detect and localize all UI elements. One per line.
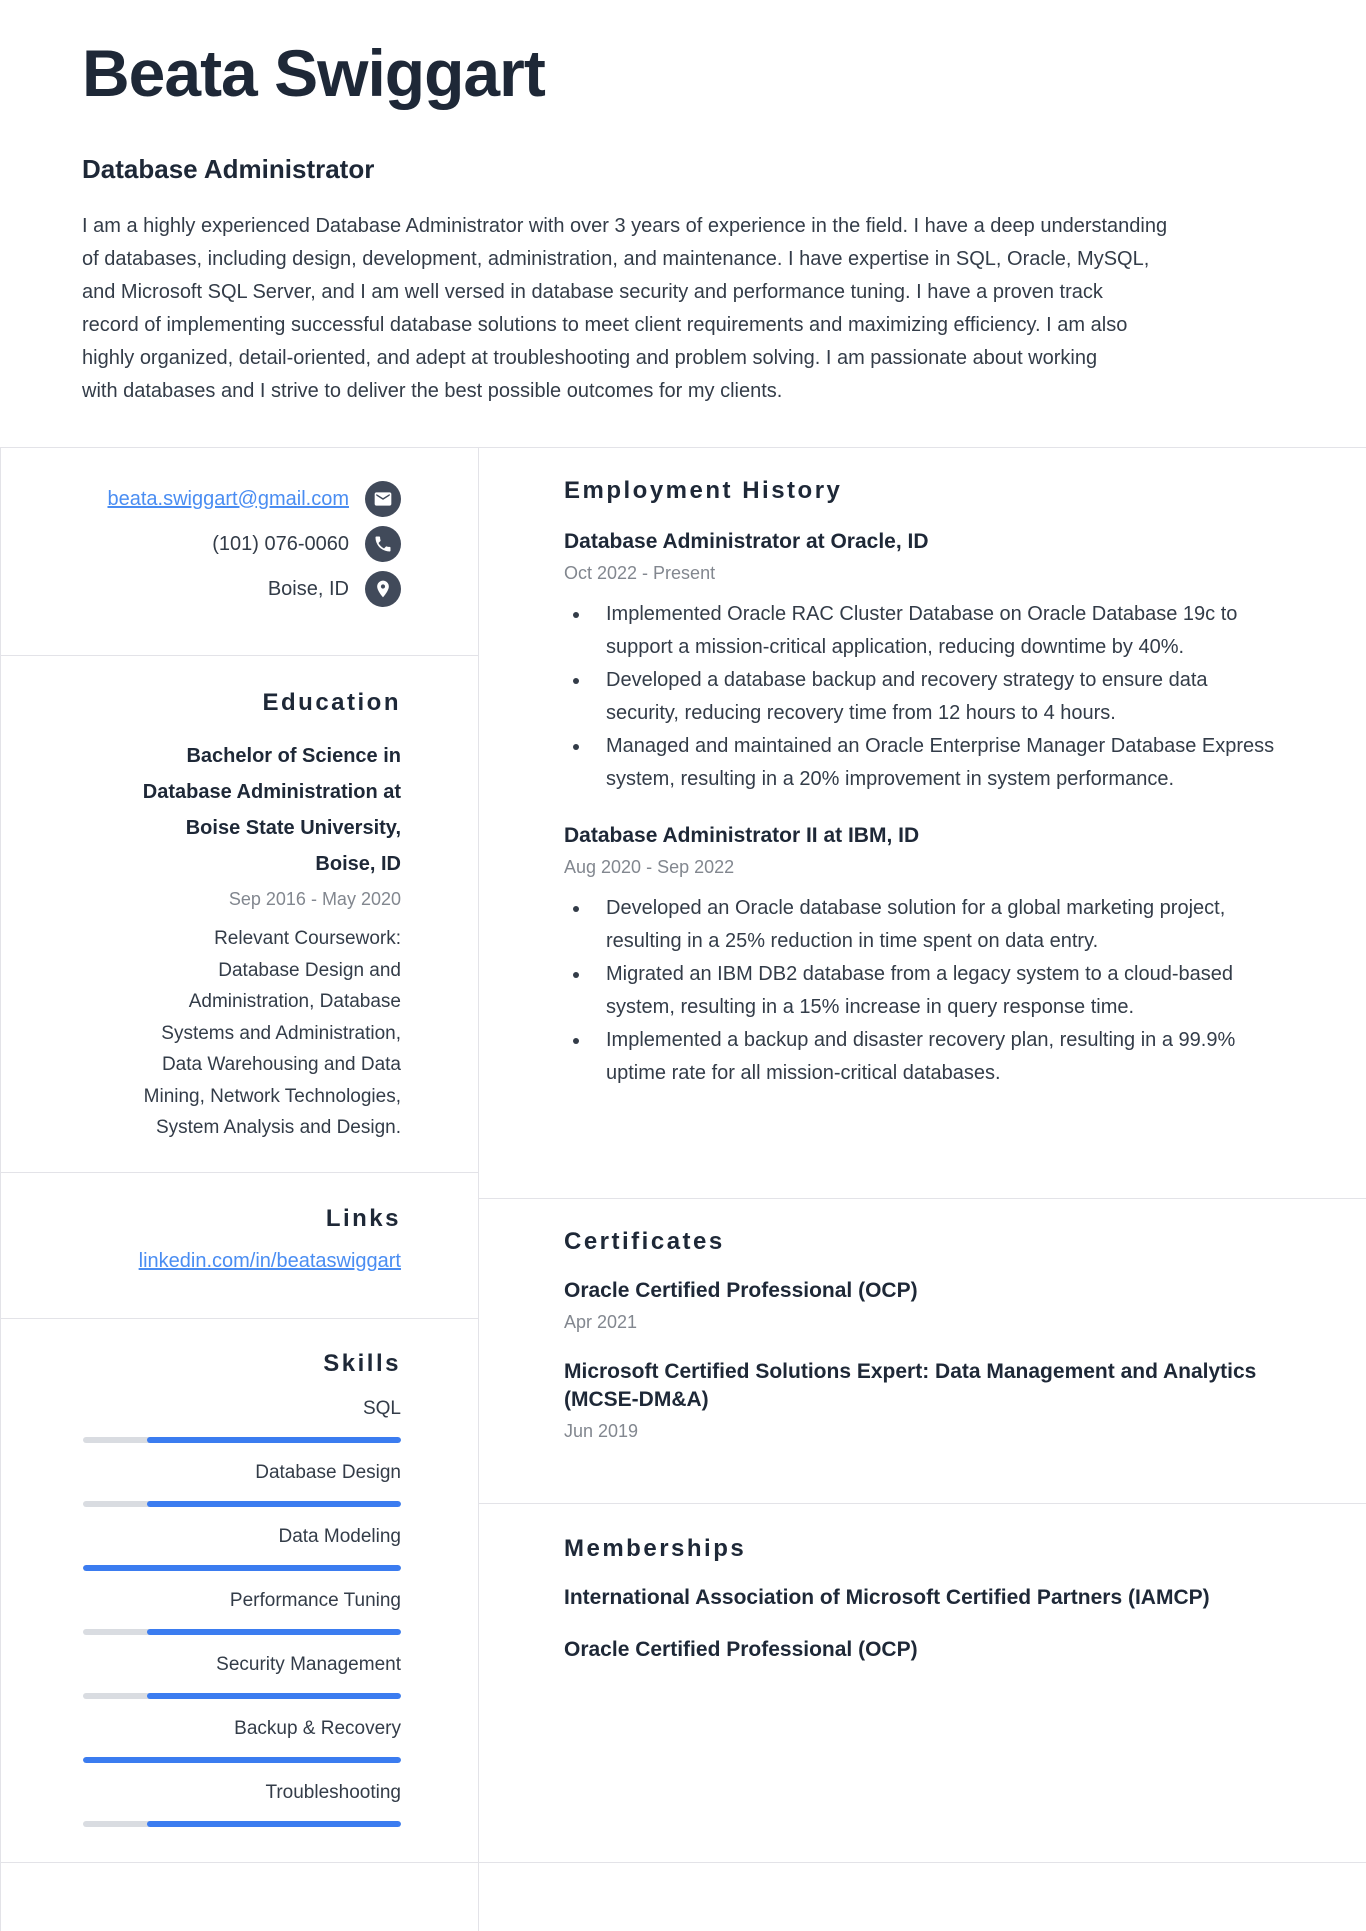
skill-level-fill <box>147 1821 401 1827</box>
skill-level-bar <box>83 1821 401 1827</box>
job-entry <box>564 528 1284 796</box>
certificates-heading: Certificates <box>564 1228 725 1255</box>
contact-row-email <box>83 481 401 517</box>
memberships-section <box>479 1504 1366 1863</box>
skill-label: Backup & Recovery <box>234 1718 401 1739</box>
skill-item <box>83 1461 401 1507</box>
memberships-heading: Memberships <box>564 1535 747 1562</box>
summary-line: record of implementing successful database solutions to meet client requirements and maximizing efficiency. I am also <box>82 314 1128 336</box>
membership-entry <box>564 1636 1284 1664</box>
education-section <box>1 656 478 1173</box>
sidebar-empty-area <box>1 1863 478 1931</box>
profile-summary <box>82 210 1284 408</box>
jobs-list <box>564 528 1284 1090</box>
links-section <box>1 1173 478 1319</box>
skill-item <box>83 1397 401 1443</box>
skill-level-bar <box>83 1693 401 1699</box>
coursework-line: Relevant Coursework: <box>214 928 401 949</box>
resume-header <box>0 0 1366 448</box>
sidebar <box>0 448 479 1931</box>
certificate-title: Microsoft Certified Solutions Expert: Data Management and Analytics (MCSE-DM&A) <box>564 1360 1257 1411</box>
certificate-entry <box>564 1358 1284 1443</box>
job-bullet: • Implemented a backup and disaster recovery plan, resulting in a 99.9% uptime rate for all mission-critical databases. <box>591 1024 1284 1090</box>
coursework-line: Mining, Network Technologies, <box>143 1085 401 1107</box>
certificate-entry <box>564 1277 1284 1334</box>
skill-level-fill <box>83 1565 401 1571</box>
skill-label: Database Design <box>255 1462 401 1483</box>
skill-level-bar <box>83 1629 401 1635</box>
membership-entry <box>564 1584 1284 1612</box>
links-list <box>83 1250 401 1273</box>
education-coursework <box>83 923 401 1144</box>
job-bullet: • Developed an Oracle database solution for a global marketing project, resulting in a 25% reduction in time spent on data entry. <box>591 892 1284 958</box>
certificates-section <box>479 1199 1366 1504</box>
skill-item <box>83 1653 401 1699</box>
certificate-date: Apr 2021 <box>564 1312 638 1332</box>
skill-label: Data Modeling <box>278 1526 401 1547</box>
job-title: Database Administrator II at IBM, ID <box>564 824 920 847</box>
location-pin-icon <box>365 571 401 607</box>
skill-level-fill <box>147 1693 401 1699</box>
skill-label: SQL <box>362 1398 401 1419</box>
coursework-line: Systems and Administration, <box>161 1022 401 1044</box>
degree-line: Boise, ID <box>315 853 401 875</box>
degree-line: Bachelor of Science in <box>186 745 401 767</box>
degree-line: Boise State University, <box>185 817 401 839</box>
summary-line: of databases, including design, development, administration, and maintenance. I have expertise in SQL, Oracle, MySQL, <box>82 248 1150 270</box>
skill-item <box>83 1717 401 1763</box>
job-bullet: • Implemented Oracle RAC Cluster Database on Oracle Database 19c to support a mission-critical application, reducing downtime by 40%. <box>591 598 1284 664</box>
location-text: Boise, ID <box>267 577 349 600</box>
job-bullet-list <box>564 892 1284 1090</box>
job-title: Database Administrator at Oracle, ID <box>564 530 929 553</box>
job-entry <box>564 822 1284 1090</box>
skills-list <box>83 1397 401 1827</box>
contact-section <box>1 448 478 656</box>
links-heading: Links <box>325 1205 401 1232</box>
skill-label: Performance Tuning <box>229 1590 401 1611</box>
degree-line: Database Administration at <box>142 781 401 803</box>
job-bullet: • Developed a database backup and recovery strategy to ensure data security, reducing recovery time from 12 hours to 4 hours. <box>591 664 1284 730</box>
summary-line: with databases and I strive to deliver the best possible outcomes for my clients. <box>82 380 783 402</box>
education-dates: Sep 2016 - May 2020 <box>228 889 401 909</box>
skill-label: Security Management <box>216 1654 401 1675</box>
summary-line: and Microsoft SQL Server, and I am well versed in database security and performance tuning. I have a proven track <box>82 281 1103 303</box>
job-dates: Oct 2022 - Present <box>564 563 716 583</box>
job-bullet-list <box>564 598 1284 796</box>
certificates-list <box>564 1277 1284 1443</box>
candidate-name: Beata Swiggart <box>82 36 545 110</box>
skill-level-fill <box>147 1629 401 1635</box>
candidate-job-title: Database Administrator <box>82 154 375 184</box>
skill-level-fill <box>83 1757 401 1763</box>
certificate-date: Jun 2019 <box>564 1421 639 1441</box>
resume-body <box>0 448 1366 1931</box>
employment-history-section <box>479 448 1366 1199</box>
skill-level-bar <box>83 1565 401 1571</box>
email-link[interactable]: beata.swiggart@gmail.com <box>107 487 349 510</box>
membership-title: Oracle Certified Professional (OCP) <box>564 1638 918 1661</box>
education-heading: Education <box>262 689 401 716</box>
skill-item <box>83 1781 401 1827</box>
summary-line: highly organized, detail-oriented, and adept at troubleshooting and problem solving. I am passionate about working <box>82 347 1098 369</box>
job-bullet: • Managed and maintained an Oracle Enterprise Manager Database Express system, resulting in a 20% improvement in system performance. <box>591 730 1284 796</box>
skills-section <box>1 1319 478 1863</box>
skill-level-fill <box>147 1501 401 1507</box>
main-column <box>479 448 1366 1931</box>
skill-level-bar <box>83 1757 401 1763</box>
summary-line: I am a highly experienced Database Administrator with over 3 years of experience in the field. I have a deep understanding <box>82 215 1168 237</box>
skill-level-bar <box>83 1437 401 1443</box>
skill-label: Troubleshooting <box>265 1782 401 1803</box>
contact-row-location <box>83 571 401 607</box>
membership-title: International Association of Microsoft Certified Partners (IAMCP) <box>564 1586 1210 1609</box>
skill-item <box>83 1525 401 1571</box>
job-bullet: • Migrated an IBM DB2 database from a legacy system to a cloud-based system, resulting in a 15% increase in query response time. <box>591 958 1284 1024</box>
coursework-line: Data Warehousing and Data <box>161 1054 401 1075</box>
coursework-line: Database Design and <box>218 959 401 981</box>
phone-icon <box>365 526 401 562</box>
job-dates: Aug 2020 - Sep 2022 <box>564 857 735 877</box>
certificate-title: Oracle Certified Professional (OCP) <box>564 1279 918 1302</box>
contact-row-phone <box>83 526 401 562</box>
linkedin-link[interactable]: linkedin.com/in/beataswiggart <box>138 1250 401 1272</box>
skill-item <box>83 1589 401 1635</box>
phone-number: (101) 076-0060 <box>212 532 349 555</box>
education-degree <box>83 738 401 882</box>
skill-level-bar <box>83 1501 401 1507</box>
memberships-list <box>564 1584 1284 1664</box>
coursework-line: System Analysis and Design. <box>155 1117 401 1138</box>
employment-history-heading: Employment History <box>564 477 843 504</box>
skills-heading: Skills <box>323 1350 401 1377</box>
skill-level-fill <box>147 1437 401 1443</box>
email-icon <box>365 481 401 517</box>
coursework-line: Administration, Database <box>188 991 401 1012</box>
